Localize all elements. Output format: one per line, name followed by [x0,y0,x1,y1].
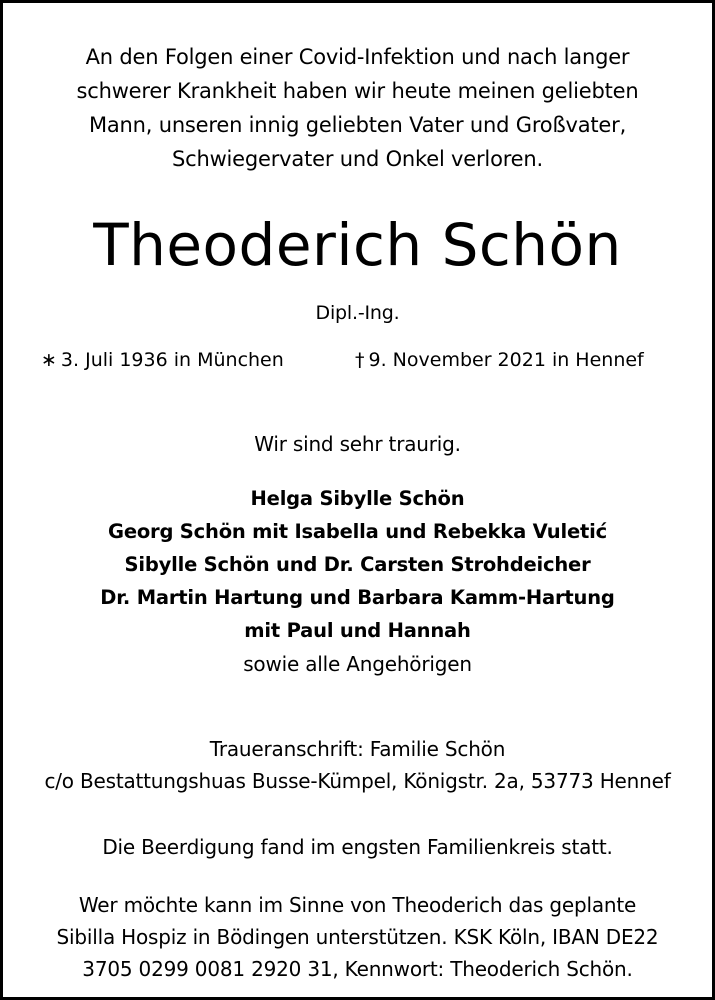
death-text: 9. November 2021 in Hennef [368,349,644,371]
birth-text: 3. Juli 1936 in München [60,349,284,371]
deceased-name: Theoderich Schön [93,211,622,279]
relatives-line: sowie alle Angehörigen [243,652,472,676]
mourner-line-1: Helga Sibylle Schön [250,487,465,510]
mourner-line-5: mit Paul und Hannah [244,619,471,642]
mourner-line-3: Sibylle Schön und Dr. Carsten Strohdeicher [124,553,591,576]
funeral-note: Die Beerdigung fand im engsten Familienkreis statt. [102,835,613,859]
intro-line-1: An den Folgen einer Covid-Infektion und nach langer [85,45,630,69]
birth-date [41,347,284,373]
death-cross-icon: † [355,349,365,371]
birth-star-icon: ∗ [41,349,57,371]
donation-line-3: 3705 0299 0081 2920 31, Kennwort: Theoderich Schön. [82,957,633,981]
donation-line-2: Sibilla Hospiz in Bödingen unterstützen. KSK Köln, IBAN DE22 [56,925,659,949]
address-line-1: Traueranschrift: Familie Schön [209,737,506,761]
mourner-line-2: Georg Schön mit Isabella und Rebekka Vuletić [108,520,607,543]
deceased-title: Dipl.-Ing. [315,302,400,324]
address-line-2: c/o Bestattungshuas Busse-Kümpel, Königstr. 2a, 53773 Hennef [44,769,671,793]
intro-line-3: Mann, unseren innig geliebten Vater und Großvater, [88,113,627,137]
death-date [355,347,644,373]
sentiment-text: Wir sind sehr traurig. [254,432,461,456]
mourner-line-4: Dr. Martin Hartung und Barbara Kamm-Hartung [100,586,615,609]
intro-line-2: schwerer Krankheit haben wir heute meinen geliebten [76,79,639,103]
intro-line-4: Schwiegervater und Onkel verloren. [171,147,543,171]
donation-line-1: Wer möchte kann im Sinne von Theoderich das geplante [78,893,637,917]
